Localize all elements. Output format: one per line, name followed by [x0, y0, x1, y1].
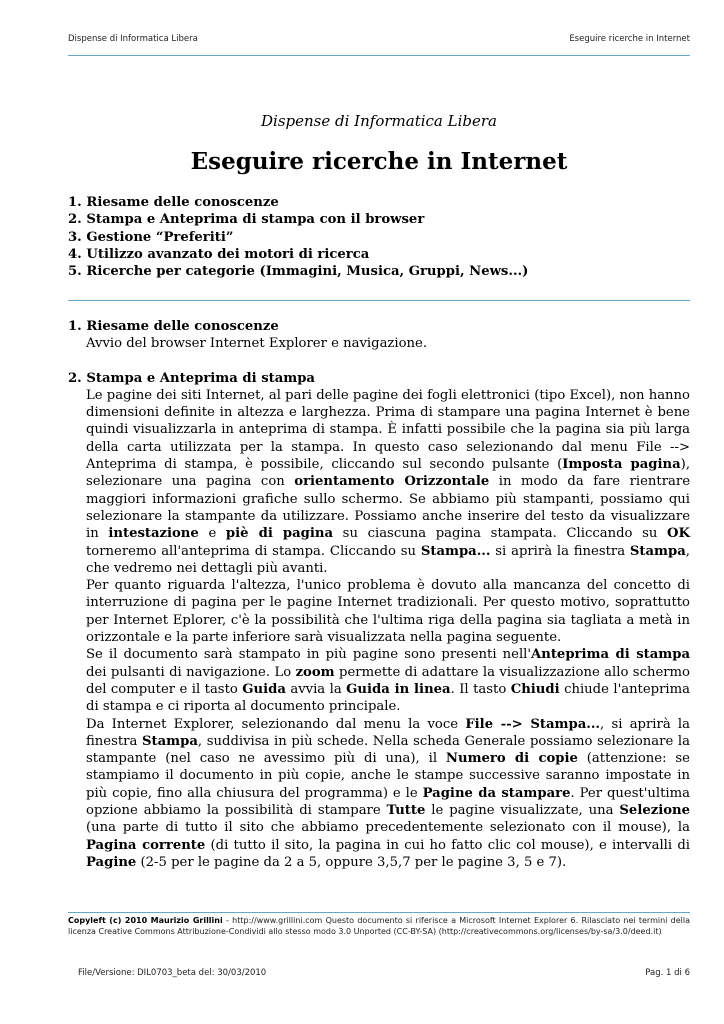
paragraph: Per quanto riguarda l'altezza, l'unico problema è dovuto alla mancanza del concetto di interruzione di pagina per le pagine Internet tradizionali. Per questo motivo, soprattutto per Internet Eplorer, c'è la possibilità che l'ultima riga della pagina sia tagliata a metà in orizzontale e la parte inferiore sarà visualizzata nella pagina seguente. [86, 578, 690, 646]
page-header [68, 34, 690, 44]
section-text: Avvio del browser Internet Explorer e navigazione. [86, 336, 428, 352]
header-rule [68, 55, 690, 56]
document-subtitle: Dispense di Informatica Libera [261, 112, 497, 130]
toc-item: 5. Ricerche per categorie (Immagini, Musica, Gruppi, News...) [68, 264, 529, 280]
document-body [68, 318, 690, 871]
toc-item: 2. Stampa e Anteprima di stampa con il browser [68, 212, 425, 228]
page-number: Pag. 1 di 6 [645, 968, 690, 978]
page-footer [78, 968, 690, 978]
section-body [86, 387, 690, 871]
section-heading: 1. Riesame delle conoscenze [68, 319, 279, 334]
toc-item: 4. Utilizzo avanzato dei motori di ricerca [68, 246, 370, 262]
paragraph: Le pagine dei siti Internet, al pari delle pagine dei fogli elettronici (tipo Excel), non hanno dimensioni definite in altezza e larghezza. Prima di stampare una pagina Internet è bene quindi visualizzarla in anteprima di stampa. È infatti possibile che la pagina sia più larga della carta utilizzata per la stampa. In questo caso selezionando dal menu File --> Anteprima di stampa, è possibile, cliccando sul secondo pulsante (Imposta pagina), selezionare una pagina con orientamento Orizzontale in modo da fare rientrare maggiori informazioni grafiche sullo schermo. Se abbiamo più stampanti, possiamo qui selezionare la stampante da utilizzare. Possiamo anche inserire del testo da visualizzare in intestazione e piè di pagina su ciascuna pagina stampata. Cliccando su OK torneremo all'anteprima di stampa. Cliccando su Stampa... si aprirà la finestra Stampa, che vedremo nei dettagli più avanti. [86, 387, 691, 576]
header-left: Dispense di Informatica Libera [68, 34, 198, 44]
toc-item: 3. Gestione “Preferiti” [68, 229, 234, 245]
footer-rule [68, 912, 690, 913]
paragraph: Da Internet Explorer, selezionando dal menu la voce File --> Stampa..., si aprirà la finestra Stampa, suddivisa in più schede. Nella scheda Generale possiamo selezionare la stampante (nel caso ne avessimo più di una), il Numero di copie (attenzione: se stampiamo il documento in più copie, anche le stampe successive saranno impostate in più copie, fino alla chiusura del programma) e le Pagine da stampare. Per quest'ultima opzione abbiamo la possibilità di stampare Tutte le pagine visualizzate, una Selezione (una parte di tutto il sito che abbiamo precedentemente selezionato con il mouse), la Pagina corrente (di tutto il sito, la pagina in cui ho fatto clic col mouse), e intervalli di Pagine (2-5 per le pagine da 2 a 5, oppure 3,5,7 per le pagine 3, 5 e 7). [86, 716, 691, 870]
page-title: Eseguire ricerche in Internet [190, 148, 568, 175]
file-version: File/Versione: DIL0703_beta del: 30/03/2010 [78, 968, 267, 978]
table-of-contents [68, 194, 690, 280]
footer-license: Copyleft (c) 2010 Maurizio Grillini - http://www.grillini.com Questo documento si riferisce a Microsoft Internet Explorer 6. Rilasciato nei termini della licenza Creative Commons Attribuzione-Condividi allo stesso modo 3.0 Unported (CC-BY-SA) (http://creativecommons.org/licenses/by-sa/3.0/deed.it) [68, 916, 691, 936]
header-right: Eseguire ricerche in Internet [569, 34, 690, 44]
paragraph: Se il documento sarà stampato in più pagine sono presenti nell'Anteprima di stampa dei pulsanti di navigazione. Lo zoom permette di adattare la visualizzazione allo schermo del computer e il tasto Guida avvia la Guida in linea. Il tasto Chiudi chiude l'anteprima di stampa e ci riporta al documento principale. [86, 647, 691, 715]
toc-item: 1. Riesame delle conoscenze [68, 195, 279, 210]
toc-rule [68, 300, 690, 301]
section-heading: 2. Stampa e Anteprima di stampa [68, 370, 315, 386]
